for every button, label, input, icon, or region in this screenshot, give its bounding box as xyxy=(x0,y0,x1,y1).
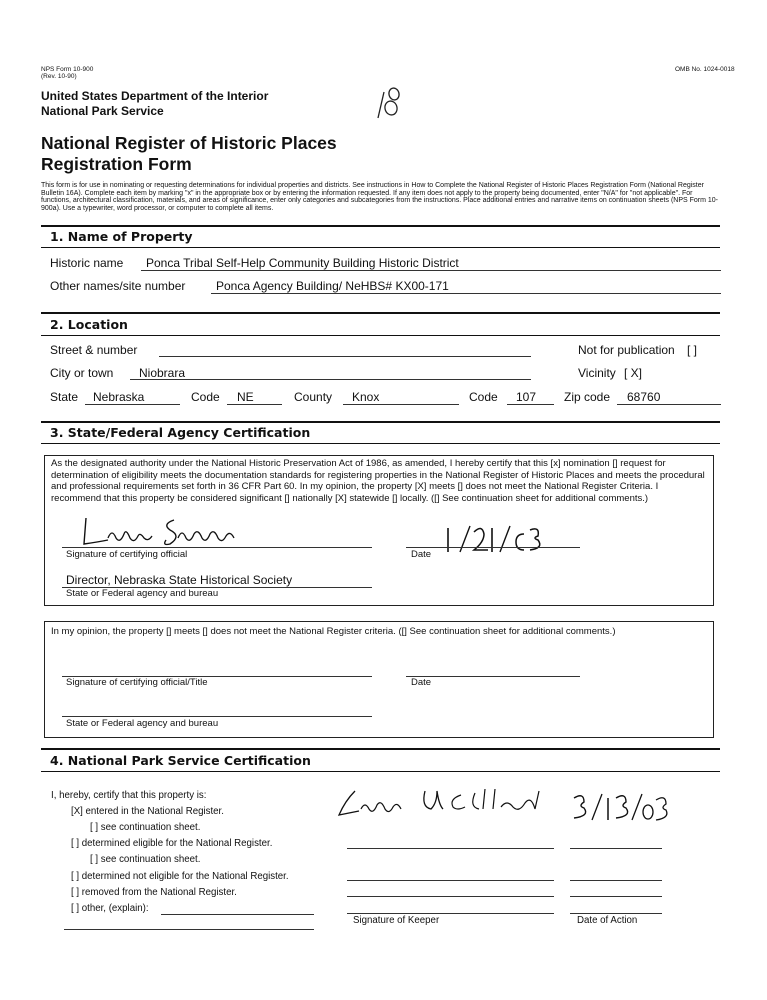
agency-label: State or Federal agency and bureau xyxy=(66,588,219,599)
vicinity-checkbox[interactable]: [ X] xyxy=(624,366,643,380)
state-code-line xyxy=(227,404,282,405)
omb-number: OMB No. 1024-0018 xyxy=(675,66,735,73)
nps-item-eligible-continuation[interactable]: [ ] see continuation sheet. xyxy=(90,854,201,865)
certification-statement: As the designated authority under the National Historic Preservation Act of 1986, as amended, I hereby certify that this [x] nomination [] request for determination of eligibility meets the documentation standards for registering properties in the National Register of Historic Places and meets the procedural and professional requirements set forth in 36 CFR Part 60. In my opinion, the property [X] meets [] does not meet the National Register Criteria. I recommend that this property be considered significant [] nationally [X] statewide [] locally. ([] See continuation sheet for additional comments.) xyxy=(51,458,705,504)
agency-value[interactable]: Director, Nebraska State Historical Society xyxy=(66,573,293,587)
signature2-label: Signature of certifying official/Title xyxy=(66,677,208,688)
nps-item-entered[interactable]: [X] entered in the National Register. xyxy=(71,806,224,817)
section3-rule xyxy=(41,421,720,423)
date2-label: Date xyxy=(411,677,432,688)
nps-item-entered-continuation[interactable]: [ ] see continuation sheet. xyxy=(90,822,201,833)
other-explain-line xyxy=(161,914,314,915)
action-line-1 xyxy=(570,848,662,849)
county-code-value[interactable]: 107 xyxy=(516,390,537,404)
not-for-publication-label: Not for publication xyxy=(578,343,675,357)
certifying-date xyxy=(440,522,560,562)
section4-underline xyxy=(41,771,720,772)
keeper-line-4 xyxy=(347,913,554,914)
historic-name-line xyxy=(141,270,721,271)
street-line xyxy=(159,356,531,357)
keeper-line-2 xyxy=(347,880,554,881)
section4-title: 4. National Park Service Certification xyxy=(50,753,311,768)
nps-item-eligible[interactable]: [ ] determined eligible for the National Register. xyxy=(71,838,273,849)
zip-value[interactable]: 68760 xyxy=(627,390,661,404)
zip-label: Zip code xyxy=(564,390,611,404)
section3-underline xyxy=(41,443,720,444)
section2-rule xyxy=(41,312,720,314)
historic-name-label: Historic name xyxy=(50,256,124,270)
nps-item-not-eligible[interactable]: [ ] determined not eligible for the National Register. xyxy=(71,871,289,882)
certifying-date-line xyxy=(406,547,580,548)
other-names-label: Other names/site number xyxy=(50,279,186,293)
city-value[interactable]: Niobrara xyxy=(139,366,186,380)
other-names-line xyxy=(211,293,721,294)
state-line xyxy=(85,404,180,405)
county-code-line xyxy=(507,404,554,405)
form-instructions: This form is for use in nominating or requesting determinations for individual properties and districts. See instructions in How to Complete the National Register of Historic Places Registration Form (National Register Bulletin 16A). Complete each item by marking "x" in the appropriate box or by entering the information requested. If any item does not apply to the property being documented, enter "N/A" for "not applicable". For functions, architectural classification, materials, and areas of significance, enter only categories and subcategories from the instructions. Place additional entries and narrative items on continuation sheets (NPS Form 10-900a). Use a typewriter, word processor, or computer to complete all items. xyxy=(41,182,719,212)
county-label: County xyxy=(294,390,333,404)
form-title: National Register of Historic Places xyxy=(41,133,337,153)
date2-line xyxy=(406,676,580,677)
vicinity-label: Vicinity xyxy=(578,366,616,380)
section3-title: 3. State/Federal Agency Certification xyxy=(50,425,311,440)
other-names-value[interactable]: Ponca Agency Building/ NeHBS# KX00-171 xyxy=(216,279,449,293)
agency2-line xyxy=(62,716,372,717)
section1-underline xyxy=(41,247,720,248)
section1-title: 1. Name of Property xyxy=(50,229,193,244)
section2-underline xyxy=(41,335,720,336)
action-line-2 xyxy=(570,880,662,881)
city-line xyxy=(130,379,531,380)
other-explain-line-2 xyxy=(64,929,314,930)
nps-item-removed[interactable]: [ ] removed from the National Register. xyxy=(71,887,237,898)
certifying-date-label: Date xyxy=(411,549,432,560)
not-for-publication-checkbox[interactable]: [ ] xyxy=(687,343,698,357)
state-label: State xyxy=(50,390,79,404)
keeper-label: Signature of Keeper xyxy=(353,915,440,926)
form-revision: (Rev. 10-90) xyxy=(41,73,77,80)
certifying-signature xyxy=(78,514,248,554)
city-label: City or town xyxy=(50,366,114,380)
agency2-label: State or Federal agency and bureau xyxy=(66,718,219,729)
street-label: Street & number xyxy=(50,343,138,357)
county-code-label: Code xyxy=(469,390,498,404)
state-value[interactable]: Nebraska xyxy=(93,390,145,404)
county-line xyxy=(343,404,459,405)
opinion-statement: In my opinion, the property [] meets [] does not meet the National Register criteria. ([] See continuation sheet for additional comments.) xyxy=(51,626,616,637)
department-name: United States Department of the Interior xyxy=(41,89,269,103)
agency-name: National Park Service xyxy=(41,104,164,118)
form-subtitle: Registration Form xyxy=(41,154,192,174)
zip-line xyxy=(617,404,721,405)
section1-rule xyxy=(41,225,720,227)
handwritten-mark xyxy=(370,80,410,130)
action-line-4 xyxy=(570,913,662,914)
certifying-signature-label: Signature of certifying official xyxy=(66,549,188,560)
action-line-3 xyxy=(570,896,662,897)
action-label: Date of Action xyxy=(577,915,638,926)
keeper-line-1 xyxy=(347,848,554,849)
nps-item-other[interactable]: [ ] other, (explain): xyxy=(71,903,149,914)
section4-rule xyxy=(41,748,720,750)
state-code-label: Code xyxy=(191,390,220,404)
certifying-signature-line xyxy=(62,547,372,548)
state-code-value[interactable]: NE xyxy=(237,390,254,404)
nps-intro: I, hereby, certify that this property is: xyxy=(51,790,207,801)
keeper-line-3 xyxy=(347,896,554,897)
historic-name-value[interactable]: Ponca Tribal Self-Help Community Building Historic District xyxy=(146,256,459,270)
section2-title: 2. Location xyxy=(50,317,128,332)
form-number: NPS Form 10-900 xyxy=(41,66,94,73)
keeper-signature xyxy=(325,785,555,825)
action-date xyxy=(568,790,668,830)
county-value[interactable]: Knox xyxy=(352,390,380,404)
